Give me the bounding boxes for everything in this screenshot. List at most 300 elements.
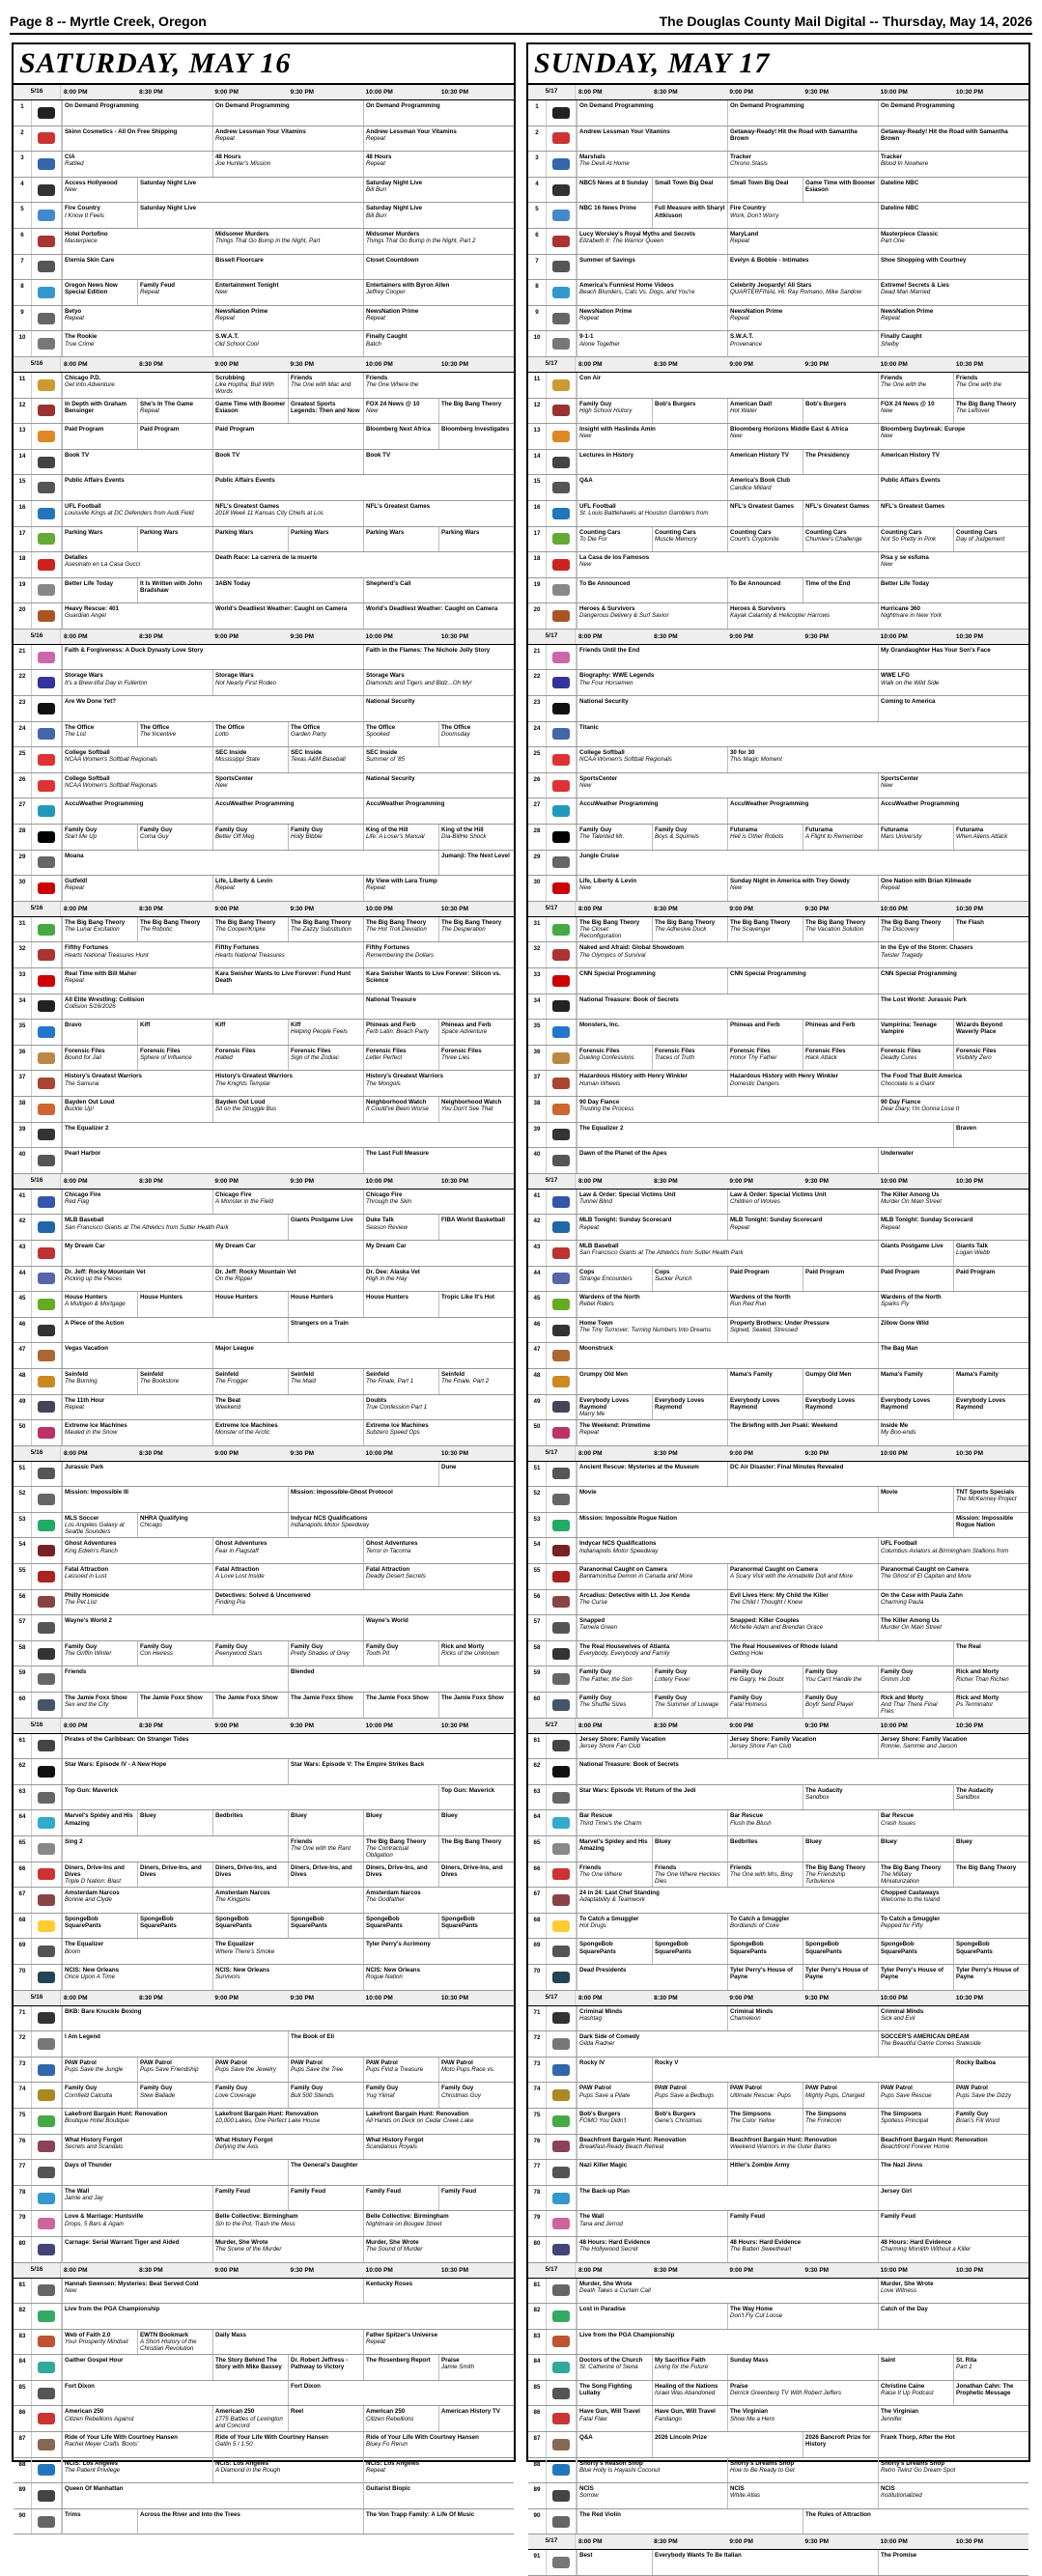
program-cell[interactable] xyxy=(363,825,438,850)
program-cell[interactable] xyxy=(137,1641,212,1666)
program-cell[interactable] xyxy=(878,1734,1028,1759)
program-cell[interactable] xyxy=(878,876,1028,901)
program-cell[interactable] xyxy=(363,2083,438,2108)
program-cell[interactable] xyxy=(727,501,803,526)
program-cell[interactable] xyxy=(62,1810,137,1835)
program-cell[interactable] xyxy=(577,1836,652,1862)
program-cell[interactable] xyxy=(727,2483,878,2508)
program-cell[interactable] xyxy=(652,2109,727,2134)
program-cell[interactable] xyxy=(577,1785,803,1810)
program-cell[interactable] xyxy=(212,1071,363,1096)
program-cell[interactable] xyxy=(953,2109,1028,2134)
program-cell[interactable] xyxy=(878,968,1028,994)
program-cell[interactable] xyxy=(137,722,212,747)
program-cell[interactable] xyxy=(878,2186,1028,2211)
program-cell[interactable] xyxy=(212,501,363,526)
program-cell[interactable] xyxy=(727,798,878,824)
program-cell[interactable] xyxy=(727,1190,878,1215)
program-cell[interactable] xyxy=(438,825,514,850)
program-cell[interactable] xyxy=(137,203,363,228)
program-cell[interactable] xyxy=(363,798,514,824)
program-cell[interactable] xyxy=(288,1914,363,1939)
program-cell[interactable] xyxy=(878,331,1028,356)
program-cell[interactable] xyxy=(62,501,212,526)
program-cell[interactable] xyxy=(363,2279,514,2304)
program-cell[interactable] xyxy=(62,1148,363,1173)
program-cell[interactable] xyxy=(137,2058,212,2083)
program-cell[interactable] xyxy=(137,280,212,305)
program-cell[interactable] xyxy=(62,917,137,942)
program-cell[interactable] xyxy=(137,1810,212,1835)
program-cell[interactable] xyxy=(577,2406,652,2431)
program-cell[interactable] xyxy=(803,2509,1028,2534)
program-cell[interactable] xyxy=(212,280,363,305)
program-cell[interactable] xyxy=(137,2083,212,2108)
program-cell[interactable] xyxy=(577,851,1028,876)
program-cell[interactable] xyxy=(363,100,514,126)
program-cell[interactable] xyxy=(577,773,878,798)
program-cell[interactable] xyxy=(727,1564,878,1589)
program-cell[interactable] xyxy=(878,2483,1028,2508)
program-cell[interactable] xyxy=(878,645,1028,670)
program-cell[interactable] xyxy=(878,1395,953,1420)
program-cell[interactable] xyxy=(878,255,1028,280)
program-cell[interactable] xyxy=(803,399,878,424)
program-cell[interactable] xyxy=(953,1641,1028,1666)
program-cell[interactable] xyxy=(363,2135,514,2160)
program-cell[interactable] xyxy=(62,1538,212,1563)
program-cell[interactable] xyxy=(137,1862,212,1888)
program-cell[interactable] xyxy=(878,1215,1028,1240)
program-cell[interactable] xyxy=(363,2186,438,2211)
program-cell[interactable] xyxy=(363,1267,514,1292)
program-cell[interactable] xyxy=(212,2458,363,2483)
program-cell[interactable] xyxy=(727,1914,878,1939)
program-cell[interactable] xyxy=(727,1215,878,1240)
program-cell[interactable] xyxy=(727,1046,803,1071)
program-cell[interactable] xyxy=(727,2135,878,2160)
program-cell[interactable] xyxy=(727,1395,803,1420)
program-cell[interactable] xyxy=(212,2135,363,2160)
program-cell[interactable] xyxy=(363,1148,514,1173)
program-cell[interactable] xyxy=(878,1693,953,1718)
program-cell[interactable] xyxy=(438,1020,514,1045)
program-cell[interactable] xyxy=(212,152,363,177)
program-cell[interactable] xyxy=(363,2058,438,2083)
program-cell[interactable] xyxy=(577,2432,652,2457)
program-cell[interactable] xyxy=(878,1318,1028,1343)
program-cell[interactable] xyxy=(212,722,288,747)
program-cell[interactable] xyxy=(62,1693,137,1718)
program-cell[interactable] xyxy=(577,603,727,629)
program-cell[interactable] xyxy=(577,747,727,772)
program-cell[interactable] xyxy=(652,178,727,203)
program-cell[interactable] xyxy=(878,126,1028,152)
program-cell[interactable] xyxy=(62,2006,514,2031)
program-cell[interactable] xyxy=(62,2509,137,2534)
program-cell[interactable] xyxy=(288,373,363,398)
program-cell[interactable] xyxy=(577,1046,652,1071)
program-cell[interactable] xyxy=(288,1836,363,1862)
program-cell[interactable] xyxy=(878,203,1028,228)
program-cell[interactable] xyxy=(62,2279,363,2304)
program-cell[interactable] xyxy=(62,100,212,126)
program-cell[interactable] xyxy=(577,1734,727,1759)
program-cell[interactable] xyxy=(212,331,363,356)
program-cell[interactable] xyxy=(727,578,803,603)
program-cell[interactable] xyxy=(577,2058,652,2083)
program-cell[interactable] xyxy=(438,1046,514,1071)
program-cell[interactable] xyxy=(803,825,878,850)
program-cell[interactable] xyxy=(363,1914,438,1939)
program-cell[interactable] xyxy=(727,1939,803,1964)
program-cell[interactable] xyxy=(878,578,1028,603)
program-cell[interactable] xyxy=(363,1862,438,1888)
program-cell[interactable] xyxy=(212,578,363,603)
program-cell[interactable] xyxy=(577,2458,727,2483)
program-cell[interactable] xyxy=(62,255,212,280)
program-cell[interactable] xyxy=(363,1395,514,1420)
program-cell[interactable] xyxy=(953,1965,1028,1990)
program-cell[interactable] xyxy=(363,2483,514,2508)
program-cell[interactable] xyxy=(62,2355,212,2380)
program-cell[interactable] xyxy=(363,876,514,901)
program-cell[interactable] xyxy=(878,373,953,398)
program-cell[interactable] xyxy=(953,527,1028,552)
program-cell[interactable] xyxy=(652,2432,803,2457)
program-cell[interactable] xyxy=(727,2304,878,2329)
program-cell[interactable] xyxy=(62,1785,438,1810)
program-cell[interactable] xyxy=(62,1641,137,1666)
program-cell[interactable] xyxy=(577,2186,878,2211)
program-cell[interactable] xyxy=(62,280,137,305)
program-cell[interactable] xyxy=(363,722,438,747)
program-cell[interactable] xyxy=(577,798,727,824)
program-cell[interactable] xyxy=(363,331,514,356)
program-cell[interactable] xyxy=(212,798,363,824)
program-cell[interactable] xyxy=(878,1292,1028,1317)
program-cell[interactable] xyxy=(363,399,438,424)
program-cell[interactable] xyxy=(438,1862,514,1888)
program-cell[interactable] xyxy=(288,722,363,747)
program-cell[interactable] xyxy=(803,527,878,552)
program-cell[interactable] xyxy=(878,1810,1028,1835)
program-cell[interactable] xyxy=(62,1734,514,1759)
program-cell[interactable] xyxy=(62,1318,288,1343)
program-cell[interactable] xyxy=(288,1487,514,1512)
program-cell[interactable] xyxy=(878,1241,953,1266)
program-cell[interactable] xyxy=(727,1020,803,1045)
program-cell[interactable] xyxy=(953,2058,1028,2083)
program-cell[interactable] xyxy=(363,373,514,398)
program-cell[interactable] xyxy=(803,1395,878,1420)
program-cell[interactable] xyxy=(62,747,212,772)
program-cell[interactable] xyxy=(878,552,1028,577)
program-cell[interactable] xyxy=(363,1615,514,1640)
program-cell[interactable] xyxy=(577,722,1028,747)
program-cell[interactable] xyxy=(577,2550,652,2575)
program-cell[interactable] xyxy=(953,1046,1028,1071)
program-cell[interactable] xyxy=(577,501,727,526)
program-cell[interactable] xyxy=(577,2381,652,2406)
program-cell[interactable] xyxy=(727,1693,803,1718)
program-cell[interactable] xyxy=(62,876,212,901)
program-cell[interactable] xyxy=(878,1615,1028,1640)
program-cell[interactable] xyxy=(288,1292,363,1317)
program-cell[interactable] xyxy=(62,178,137,203)
program-cell[interactable] xyxy=(288,2186,363,2211)
program-cell[interactable] xyxy=(288,2160,514,2185)
program-cell[interactable] xyxy=(577,1939,652,1964)
program-cell[interactable] xyxy=(363,178,514,203)
program-cell[interactable] xyxy=(727,1810,878,1835)
program-cell[interactable] xyxy=(727,603,878,629)
program-cell[interactable] xyxy=(137,2330,212,2355)
program-cell[interactable] xyxy=(62,1420,212,1445)
program-cell[interactable] xyxy=(438,2058,514,2083)
program-cell[interactable] xyxy=(577,1666,652,1692)
program-cell[interactable] xyxy=(953,1666,1028,1692)
program-cell[interactable] xyxy=(577,1862,652,1888)
program-cell[interactable] xyxy=(212,2211,363,2236)
program-cell[interactable] xyxy=(363,2406,438,2431)
program-cell[interactable] xyxy=(727,1462,1028,1487)
program-cell[interactable] xyxy=(577,126,727,152)
program-cell[interactable] xyxy=(953,399,1028,424)
program-cell[interactable] xyxy=(62,798,212,824)
program-cell[interactable] xyxy=(288,2406,363,2431)
program-cell[interactable] xyxy=(62,2406,212,2431)
program-cell[interactable] xyxy=(953,1785,1028,1810)
program-cell[interactable] xyxy=(438,1292,514,1317)
program-cell[interactable] xyxy=(288,1046,363,1071)
program-cell[interactable] xyxy=(62,1046,137,1071)
program-cell[interactable] xyxy=(878,603,1028,629)
program-cell[interactable] xyxy=(652,399,727,424)
program-cell[interactable] xyxy=(62,1190,212,1215)
program-cell[interactable] xyxy=(878,501,1028,526)
program-cell[interactable] xyxy=(212,1914,288,1939)
program-cell[interactable] xyxy=(727,2006,878,2031)
program-cell[interactable] xyxy=(363,527,438,552)
program-cell[interactable] xyxy=(438,2083,514,2108)
program-cell[interactable] xyxy=(878,1097,1028,1122)
program-cell[interactable] xyxy=(62,1292,137,1317)
program-cell[interactable] xyxy=(652,1395,727,1420)
program-cell[interactable] xyxy=(363,578,514,603)
program-cell[interactable] xyxy=(878,229,1028,254)
program-cell[interactable] xyxy=(577,2355,652,2380)
program-cell[interactable] xyxy=(438,1097,514,1122)
program-cell[interactable] xyxy=(878,1267,953,1292)
program-cell[interactable] xyxy=(727,178,803,203)
program-cell[interactable] xyxy=(212,1538,363,1563)
program-cell[interactable] xyxy=(62,670,212,695)
program-cell[interactable] xyxy=(62,2031,288,2057)
program-cell[interactable] xyxy=(363,2109,514,2134)
program-cell[interactable] xyxy=(62,1965,212,1990)
program-cell[interactable] xyxy=(727,306,878,331)
program-cell[interactable] xyxy=(363,1241,514,1266)
program-cell[interactable] xyxy=(212,306,363,331)
program-cell[interactable] xyxy=(878,1862,953,1888)
program-cell[interactable] xyxy=(363,126,514,152)
program-cell[interactable] xyxy=(577,578,727,603)
program-cell[interactable] xyxy=(438,1215,514,1240)
program-cell[interactable] xyxy=(803,1939,878,1964)
program-cell[interactable] xyxy=(62,1513,137,1538)
program-cell[interactable] xyxy=(62,152,212,177)
program-cell[interactable] xyxy=(62,1487,288,1512)
program-cell[interactable] xyxy=(577,552,878,577)
program-cell[interactable] xyxy=(288,1759,514,1784)
program-cell[interactable] xyxy=(62,994,363,1020)
program-cell[interactable] xyxy=(62,306,212,331)
program-cell[interactable] xyxy=(803,1693,878,1718)
program-cell[interactable] xyxy=(878,2279,1028,2304)
program-cell[interactable] xyxy=(878,798,1028,824)
program-cell[interactable] xyxy=(212,968,363,994)
program-cell[interactable] xyxy=(878,2031,1028,2057)
program-cell[interactable] xyxy=(878,1564,1028,1589)
program-cell[interactable] xyxy=(577,2211,727,2236)
program-cell[interactable] xyxy=(212,424,363,449)
program-cell[interactable] xyxy=(363,747,514,772)
program-cell[interactable] xyxy=(727,331,878,356)
program-cell[interactable] xyxy=(62,1939,212,1964)
program-cell[interactable] xyxy=(878,825,953,850)
program-cell[interactable] xyxy=(803,1785,953,1810)
program-cell[interactable] xyxy=(137,1369,212,1394)
program-cell[interactable] xyxy=(288,1369,363,1394)
program-cell[interactable] xyxy=(62,475,212,500)
program-cell[interactable] xyxy=(288,2381,514,2406)
program-cell[interactable] xyxy=(577,424,727,449)
program-cell[interactable] xyxy=(212,1292,288,1317)
program-cell[interactable] xyxy=(878,424,1028,449)
program-cell[interactable] xyxy=(577,1965,727,1990)
program-cell[interactable] xyxy=(878,1914,1028,1939)
program-cell[interactable] xyxy=(727,152,878,177)
program-cell[interactable] xyxy=(212,552,514,577)
program-cell[interactable] xyxy=(878,2160,1028,2185)
program-cell[interactable] xyxy=(62,773,212,798)
program-cell[interactable] xyxy=(288,1641,363,1666)
program-cell[interactable] xyxy=(438,1641,514,1666)
program-cell[interactable] xyxy=(652,1862,727,1888)
program-cell[interactable] xyxy=(577,1538,878,1563)
program-cell[interactable] xyxy=(363,255,514,280)
program-cell[interactable] xyxy=(577,178,652,203)
program-cell[interactable] xyxy=(577,1190,727,1215)
program-cell[interactable] xyxy=(803,2109,878,2134)
program-cell[interactable] xyxy=(62,1888,212,1913)
program-cell[interactable] xyxy=(212,1564,363,1589)
program-cell[interactable] xyxy=(878,2109,953,2134)
program-cell[interactable] xyxy=(363,968,514,994)
program-cell[interactable] xyxy=(577,917,652,942)
program-cell[interactable] xyxy=(577,1369,727,1394)
program-cell[interactable] xyxy=(727,424,878,449)
program-cell[interactable] xyxy=(878,152,1028,177)
program-cell[interactable] xyxy=(953,1513,1028,1538)
program-cell[interactable] xyxy=(363,1693,438,1718)
program-cell[interactable] xyxy=(438,1369,514,1394)
program-cell[interactable] xyxy=(363,1810,438,1835)
program-cell[interactable] xyxy=(577,527,652,552)
program-cell[interactable] xyxy=(652,1267,727,1292)
program-cell[interactable] xyxy=(803,578,878,603)
program-cell[interactable] xyxy=(288,917,363,942)
program-cell[interactable] xyxy=(212,825,288,850)
program-cell[interactable] xyxy=(62,2237,212,2262)
program-cell[interactable] xyxy=(577,876,727,901)
program-cell[interactable] xyxy=(212,1420,363,1445)
program-cell[interactable] xyxy=(953,1836,1028,1862)
program-cell[interactable] xyxy=(137,527,212,552)
program-cell[interactable] xyxy=(577,1487,878,1512)
program-cell[interactable] xyxy=(727,1267,803,1292)
program-cell[interactable] xyxy=(803,1862,878,1888)
program-cell[interactable] xyxy=(878,100,1028,126)
program-cell[interactable] xyxy=(363,152,514,177)
program-cell[interactable] xyxy=(803,450,878,475)
program-cell[interactable] xyxy=(577,475,727,500)
program-cell[interactable] xyxy=(577,1020,727,1045)
program-cell[interactable] xyxy=(137,1513,288,1538)
program-cell[interactable] xyxy=(212,373,288,398)
program-cell[interactable] xyxy=(212,2083,288,2108)
program-cell[interactable] xyxy=(803,178,878,203)
program-cell[interactable] xyxy=(878,1369,953,1394)
program-cell[interactable] xyxy=(212,1641,288,1666)
program-cell[interactable] xyxy=(212,2406,288,2431)
program-cell[interactable] xyxy=(62,968,212,994)
program-cell[interactable] xyxy=(288,1862,363,1888)
program-cell[interactable] xyxy=(137,424,212,449)
program-cell[interactable] xyxy=(727,2355,878,2380)
program-cell[interactable] xyxy=(363,2211,514,2236)
program-cell[interactable] xyxy=(953,373,1028,398)
program-cell[interactable] xyxy=(212,1939,363,1964)
program-cell[interactable] xyxy=(878,2006,1028,2031)
program-cell[interactable] xyxy=(953,1267,1028,1292)
program-cell[interactable] xyxy=(878,1888,1028,1913)
program-cell[interactable] xyxy=(878,2381,953,2406)
program-cell[interactable] xyxy=(212,1046,288,1071)
program-cell[interactable] xyxy=(62,1914,137,1939)
program-cell[interactable] xyxy=(62,527,137,552)
program-cell[interactable] xyxy=(878,773,1028,798)
program-cell[interactable] xyxy=(288,527,363,552)
program-cell[interactable] xyxy=(62,2186,212,2211)
program-cell[interactable] xyxy=(577,696,878,721)
program-cell[interactable] xyxy=(878,2406,1028,2431)
program-cell[interactable] xyxy=(363,2432,514,2457)
program-cell[interactable] xyxy=(62,942,212,967)
program-cell[interactable] xyxy=(363,1836,438,1862)
program-cell[interactable] xyxy=(438,2406,514,2431)
program-cell[interactable] xyxy=(363,1215,438,1240)
program-cell[interactable] xyxy=(953,1241,1028,1266)
program-cell[interactable] xyxy=(577,645,878,670)
program-cell[interactable] xyxy=(62,1462,438,1487)
program-cell[interactable] xyxy=(363,2458,514,2483)
program-cell[interactable] xyxy=(62,1241,212,1266)
program-cell[interactable] xyxy=(878,1046,953,1071)
program-cell[interactable] xyxy=(577,1267,652,1292)
program-cell[interactable] xyxy=(288,1020,363,1045)
